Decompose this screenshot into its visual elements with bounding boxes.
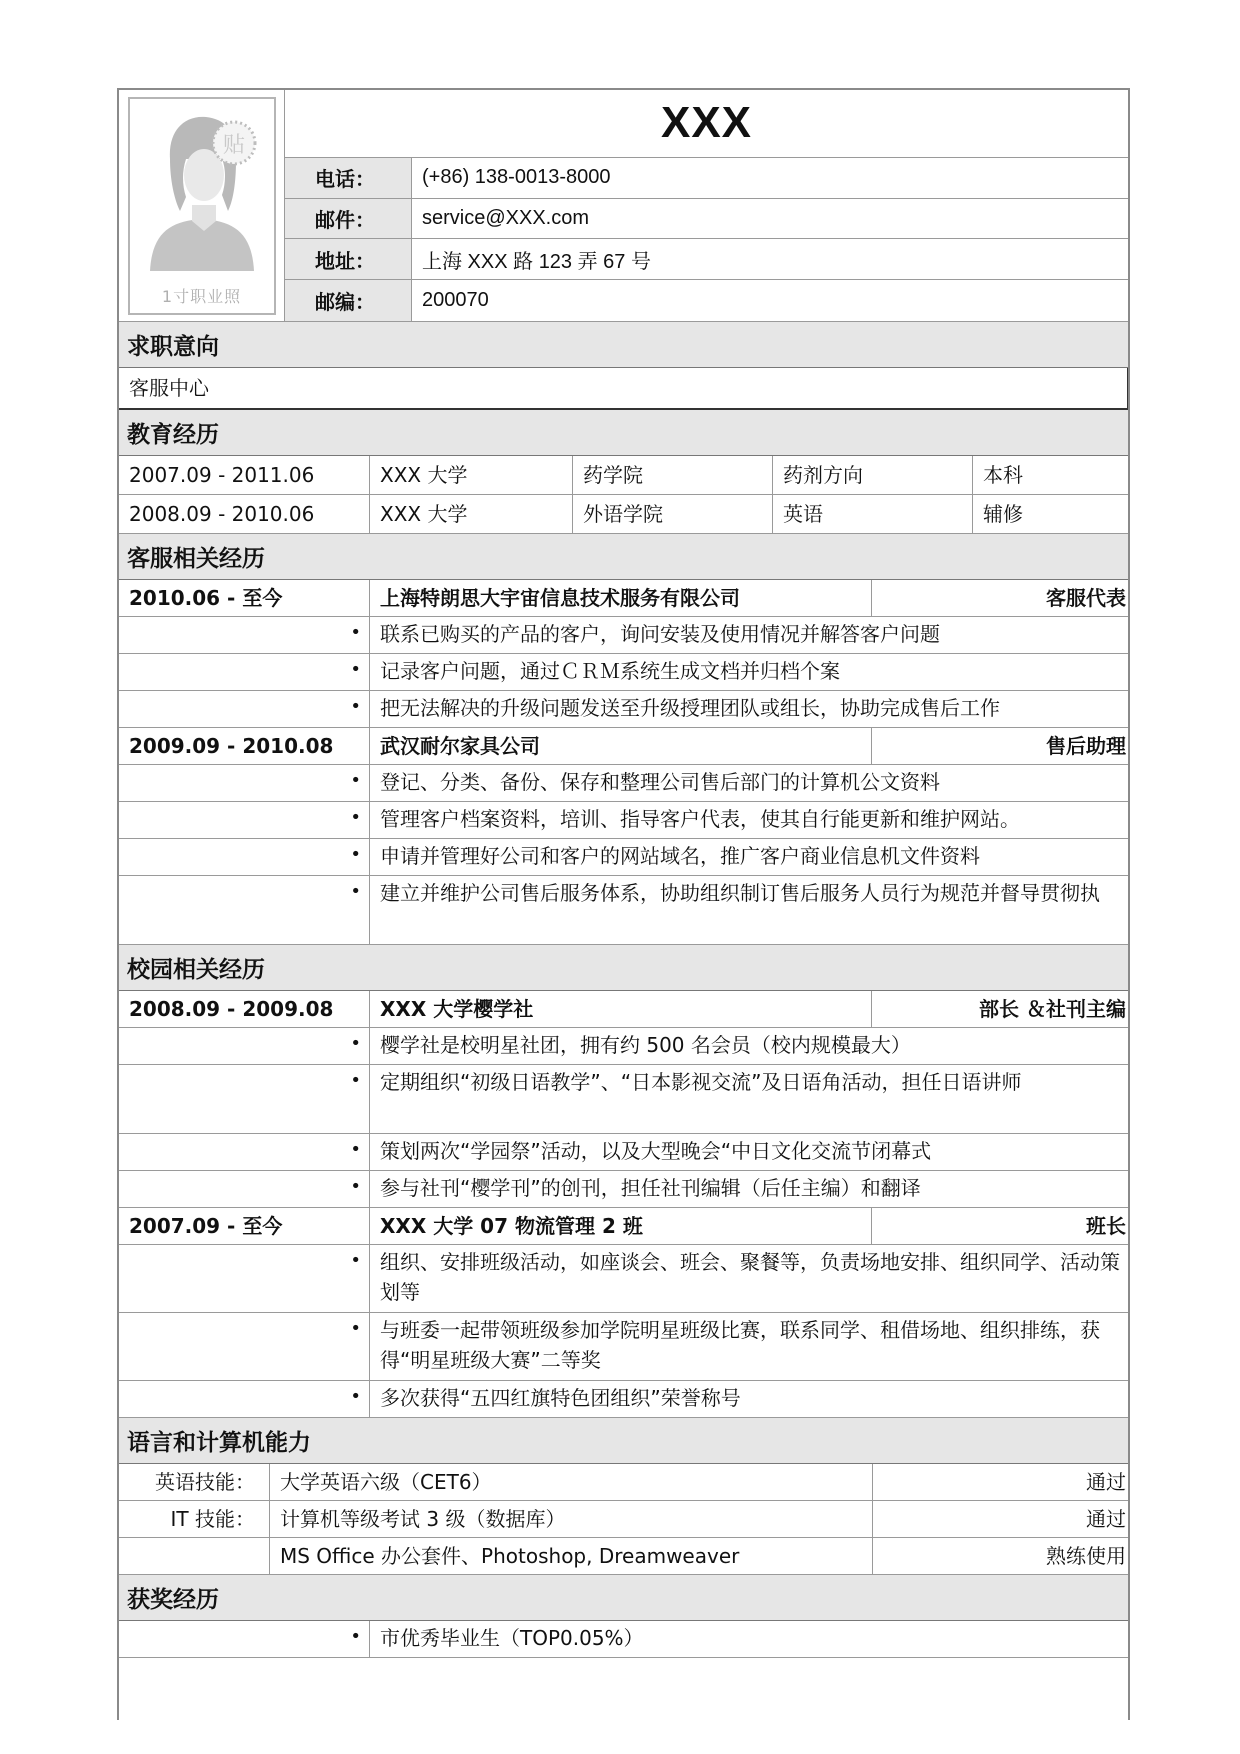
skill-level: 通过	[1086, 1507, 1126, 1531]
campus-bullet-row	[119, 1171, 1128, 1208]
phone-value[interactable]: (+86) 138-0013-8000	[422, 166, 611, 189]
objective-value[interactable]: 客服中心	[129, 376, 209, 400]
job-bullet-text: 建立并维护公司售后服务体系，协助组织制订售后服务人员行为规范并督导贯彻执	[380, 881, 1100, 905]
job-bullet-row	[119, 654, 1128, 691]
contact-info	[285, 90, 1128, 321]
skill-row	[119, 1464, 1128, 1501]
campus-bullet-text: 参与社刊“樱学刊”的创刊，担任社刊编辑（后任主编）和翻译	[380, 1176, 921, 1200]
bullet-icon: •	[119, 654, 370, 690]
name-row	[285, 90, 1128, 158]
job-org: 武汉耐尔家具公司	[370, 728, 872, 764]
bullet-icon: •	[119, 1621, 370, 1657]
resume-header	[119, 90, 1128, 322]
objective-row	[119, 368, 1128, 410]
skill-label	[119, 1538, 270, 1574]
contact-row-address	[285, 239, 1128, 280]
bullet-icon: •	[119, 1065, 370, 1133]
photo-cell	[119, 90, 285, 321]
job-bullet-row	[119, 839, 1128, 876]
zipcode-value[interactable]: 200070	[422, 289, 489, 312]
campus-bullet-text: 策划两次“学园祭”活动，以及大型晚会“中日文化交流节闭幕式	[380, 1139, 932, 1163]
section-title-education: 教育经历	[119, 410, 1128, 456]
job-date: 2009.09 - 2010.08	[119, 728, 370, 764]
award-bullet-row	[119, 1621, 1128, 1658]
campus-role: 班长	[1086, 1214, 1126, 1238]
education-degree: 辅修	[983, 502, 1023, 526]
bullet-icon: •	[119, 1134, 370, 1170]
campus-header-row	[119, 1208, 1128, 1245]
campus-header-row	[119, 991, 1128, 1028]
education-college: 药学院	[573, 456, 773, 494]
campus-bullet-text: 与班委一起带领班级参加学院明星班级比赛，联系同学、租借场地、组织排练，获得“明星班级大赛”二等奖	[380, 1318, 1100, 1372]
campus-bullet-text: 樱学社是校明星社团，拥有约 500 名会员（校内规模最大）	[380, 1033, 911, 1057]
section-title-work: 客服相关经历	[119, 534, 1128, 580]
bullet-icon: •	[119, 1028, 370, 1064]
bullet-icon: •	[119, 1245, 370, 1312]
skill-level: 通过	[1086, 1470, 1126, 1494]
contact-row-phone	[285, 158, 1128, 199]
email-label: 邮件：	[285, 199, 412, 239]
job-role: 客服代表	[1046, 586, 1126, 610]
campus-bullet-row	[119, 1381, 1128, 1418]
job-role: 售后助理	[1046, 734, 1126, 758]
skill-row	[119, 1538, 1128, 1575]
bullet-icon: •	[119, 691, 370, 727]
education-school: XXX 大学	[370, 456, 573, 494]
education-row	[119, 456, 1128, 495]
section-title-campus: 校园相关经历	[119, 945, 1128, 991]
skill-item: 计算机等级考试 3 级（数据库）	[270, 1501, 873, 1537]
section-title-skills: 语言和计算机能力	[119, 1418, 1128, 1464]
education-row	[119, 495, 1128, 534]
campus-org: XXX 大学 07 物流管理 2 班	[370, 1208, 872, 1244]
bullet-icon: •	[119, 765, 370, 801]
photo-caption: 1寸职业照	[161, 286, 242, 306]
bullet-icon: •	[119, 802, 370, 838]
education-date: 2007.09 - 2011.06	[119, 456, 370, 494]
contact-row-email	[285, 199, 1128, 240]
section-title-objective: 求职意向	[119, 322, 1128, 368]
candidate-name: XXX	[660, 98, 753, 148]
job-org: 上海特朗思大宇宙信息技术服务有限公司	[370, 580, 872, 616]
job-bullet-text: 联系已购买的产品的客户，询问安装及使用情况并解答客户问题	[380, 622, 940, 646]
contact-row-zipcode	[285, 280, 1128, 321]
address-label: 地址：	[285, 239, 412, 279]
skill-level: 熟练使用	[1046, 1544, 1126, 1568]
job-bullet-row	[119, 876, 1128, 945]
person-silhouette-icon	[130, 103, 274, 273]
skill-item: 大学英语六级（CET6）	[270, 1464, 873, 1500]
campus-date: 2007.09 - 至今	[119, 1208, 370, 1244]
bullet-icon: •	[119, 617, 370, 653]
job-date: 2010.06 - 至今	[119, 580, 370, 616]
bullet-icon: •	[119, 839, 370, 875]
education-school: XXX 大学	[370, 495, 573, 533]
bullet-icon: •	[119, 1171, 370, 1207]
photo-badge: 贴	[222, 132, 245, 158]
job-bullet-text: 记录客户问题，通过ＣＲＭ系统生成文档并归档个案	[380, 659, 840, 683]
job-bullet-text: 申请并管理好公司和客户的网站域名，推广客户商业信息机文件资料	[380, 844, 980, 868]
job-header-row	[119, 728, 1128, 765]
campus-role: 部长 ＆社刊主编	[979, 997, 1126, 1021]
resume-sheet	[117, 88, 1130, 1720]
skill-label: IT 技能：	[119, 1501, 270, 1537]
bullet-icon: •	[119, 1381, 370, 1417]
skill-row	[119, 1501, 1128, 1538]
campus-bullet-row	[119, 1028, 1128, 1065]
bullet-icon: •	[119, 1313, 370, 1380]
campus-bullet-row	[119, 1134, 1128, 1171]
education-degree: 本科	[983, 463, 1023, 487]
campus-bullet-row	[119, 1313, 1128, 1381]
skill-label: 英语技能：	[119, 1464, 270, 1500]
job-header-row	[119, 580, 1128, 617]
address-value[interactable]: 上海 XXX 路 123 弄 67 号	[422, 250, 651, 273]
job-bullet-row	[119, 802, 1128, 839]
email-value[interactable]: service@XXX.com	[422, 206, 590, 229]
education-college: 外语学院	[573, 495, 773, 533]
job-bullet-text: 把无法解决的升级问题发送至升级授理团队或组长，协助完成售后工作	[380, 696, 1000, 720]
bullet-icon: •	[119, 876, 370, 944]
campus-org: XXX 大学樱学社	[370, 991, 872, 1027]
award-bullet-text: 市优秀毕业生（TOP0.05%）	[380, 1626, 644, 1650]
education-major: 药剂方向	[773, 456, 973, 494]
campus-bullet-text: 组织、安排班级活动，如座谈会、班会、聚餐等，负责场地安排、组织同学、活动策划等	[380, 1250, 1120, 1304]
campus-date: 2008.09 - 2009.08	[119, 991, 370, 1027]
job-bullet-text: 管理客户档案资料，培训、指导客户代表，使其自行能更新和维护网站。	[380, 807, 1020, 831]
skill-item: MS Office 办公套件、Photoshop, Dreamweaver	[270, 1538, 873, 1574]
job-bullet-row	[119, 691, 1128, 728]
education-major: 英语	[773, 495, 973, 533]
campus-bullet-text: 定期组织“初级日语教学”、“日本影视交流”及日语角活动，担任日语讲师	[380, 1070, 1022, 1094]
campus-bullet-row	[119, 1065, 1128, 1134]
campus-bullet-row	[119, 1245, 1128, 1313]
education-date: 2008.09 - 2010.06	[119, 495, 370, 533]
phone-label: 电话：	[285, 158, 412, 198]
photo-placeholder[interactable]	[128, 97, 276, 315]
zipcode-label: 邮编：	[285, 280, 412, 321]
job-bullet-text: 登记、分类、备份、保存和整理公司售后部门的计算机公文资料	[380, 770, 940, 794]
job-bullet-row	[119, 765, 1128, 802]
campus-bullet-text: 多次获得“五四红旗特色团组织”荣誉称号	[380, 1386, 741, 1410]
section-title-awards: 获奖经历	[119, 1575, 1128, 1621]
job-bullet-row	[119, 617, 1128, 654]
